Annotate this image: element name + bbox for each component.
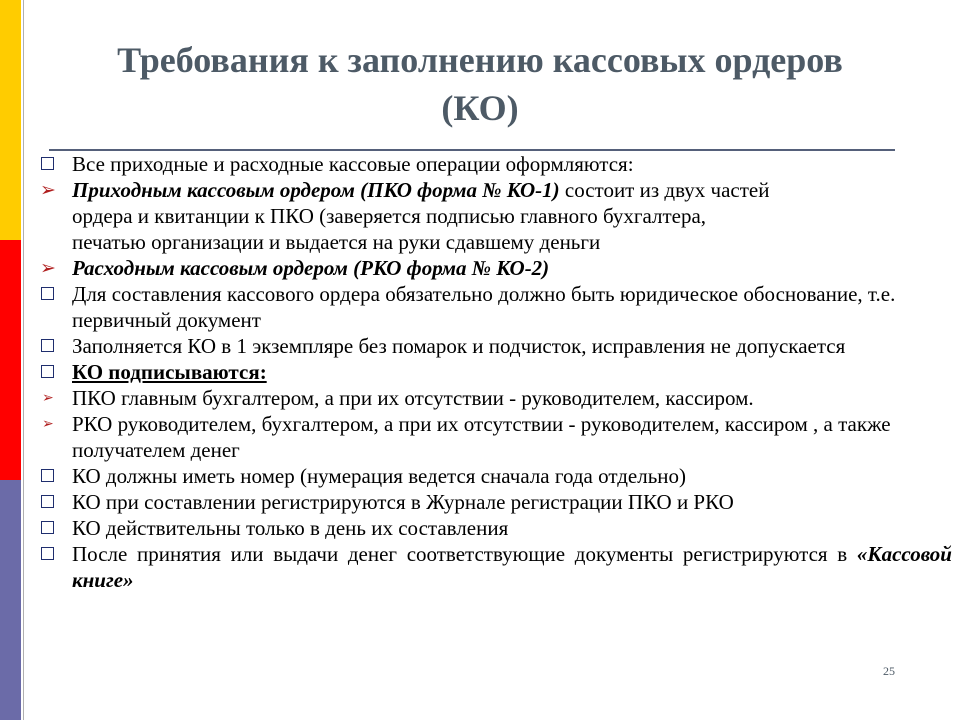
arrow-bullet-icon: ➢	[40, 257, 56, 279]
sidebar-decoration	[0, 0, 21, 720]
bullet-list	[40, 151, 952, 593]
list-item: Для составления кассового ордера обязательно должно быть юридическое обоснование, т.е. первичный документ	[40, 281, 952, 333]
sidebar-yellow-segment	[0, 0, 21, 240]
sidebar-purple-segment	[0, 480, 21, 720]
slide-title-line1: Требования к заполнению кассовых ордеров	[117, 40, 843, 80]
sidebar-red-segment	[0, 240, 21, 480]
checkbox-bullet-icon	[41, 495, 54, 508]
list-item: ➢ Приходным кассовым ордером (ПКО форма № КО-1) состоит из двух частей ордера и квитанции к ПКО (заверяется подписью главного бухгалтера, печатью организации и выдается на руки сдавшему деньги	[40, 178, 770, 254]
checkbox-bullet-icon	[41, 339, 54, 352]
page-number: 25	[883, 664, 895, 678]
list-item: ➢ РКО руководителем, бухгалтером, а при их отсутствии - руководителем, кассиром , а также получателем денег	[42, 412, 891, 462]
checkbox-bullet-icon	[41, 157, 54, 170]
list-item: ➢ ПКО главным бухгалтером, а при их отсутствии - руководителем, кассиром.	[42, 386, 754, 410]
list-item: КО подписываются:	[40, 359, 952, 385]
arrow-bullet-icon: ➢	[40, 179, 56, 201]
checkbox-bullet-icon	[41, 287, 54, 300]
list-item: КО действительны только в день их составления	[40, 515, 952, 541]
list-item: Все приходные и расходные кассовые операции оформляются:	[40, 151, 952, 177]
checkbox-bullet-icon	[41, 521, 54, 534]
sidebar-divider	[23, 0, 24, 720]
checkbox-bullet-icon	[41, 547, 54, 560]
list-item: ➢ Расходным кассовым ордером (РКО форма № КО-2)	[40, 256, 550, 280]
slide-title	[40, 36, 920, 132]
slide-title-line2: (КО)	[441, 88, 519, 128]
checkbox-bullet-icon	[41, 469, 54, 482]
list-item: Заполняется КО в 1 экземпляре без помарок и подчисток, исправления не допускается	[40, 333, 952, 359]
list-item: После принятия или выдачи денег соответствующие документы регистрируются в «Кассовой книге»	[40, 541, 952, 593]
list-item: КО при составлении регистрируются в Журнале регистрации ПКО и РКО	[40, 489, 952, 515]
checkbox-bullet-icon	[41, 365, 54, 378]
list-item: КО должны иметь номер (нумерация ведется сначала года отдельно)	[40, 463, 952, 489]
arrow-bullet-icon: ➢	[42, 416, 54, 432]
arrow-bullet-icon: ➢	[42, 390, 54, 406]
